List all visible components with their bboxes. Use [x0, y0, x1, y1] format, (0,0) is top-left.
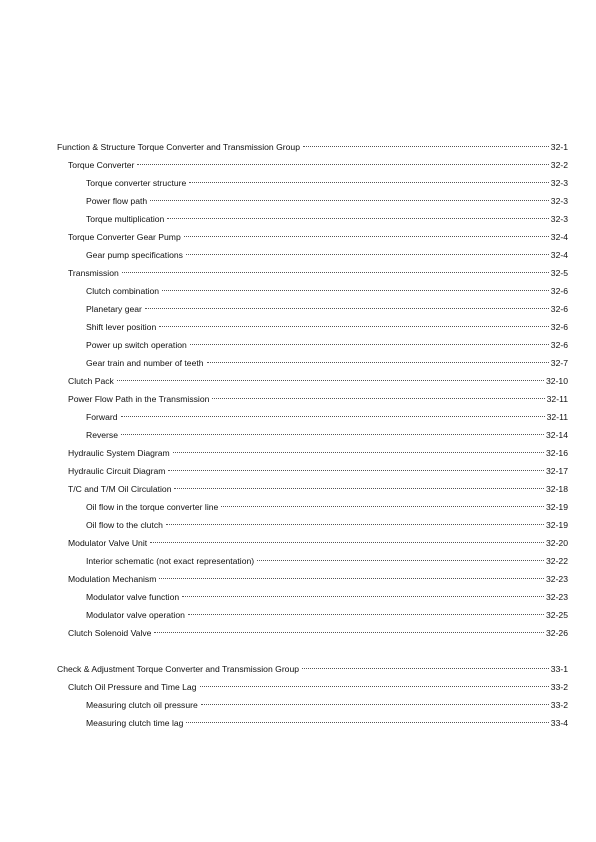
toc-entry-title: Interior schematic (not exact representation) [86, 556, 255, 566]
toc-page-number: 32-22 [546, 556, 568, 566]
toc-subsection-entry[interactable] [57, 606, 568, 624]
dot-leader [182, 596, 544, 597]
toc-entry-title: Oil flow in the torque converter line [86, 502, 219, 512]
toc-page-number: 32-16 [546, 448, 568, 458]
toc-page-number: 32-3 [550, 196, 568, 206]
toc-entry-title: Clutch Solenoid Valve [68, 628, 152, 638]
toc-page-number: 32-1 [550, 142, 568, 152]
toc-subsection-entry[interactable] [57, 300, 568, 318]
toc-page-number: 32-6 [550, 340, 568, 350]
dot-leader [174, 488, 544, 489]
toc-entry-title: Function & Structure Torque Converter and Transmission Group [57, 142, 300, 152]
toc-entry-title: Power up switch operation [86, 340, 187, 350]
toc-section-entry[interactable] [57, 156, 568, 174]
toc-subsection-entry[interactable] [57, 426, 568, 444]
dot-leader [159, 578, 544, 579]
dot-leader [189, 182, 548, 183]
toc-page-number: 32-23 [546, 592, 568, 602]
toc-page-number: 33-1 [550, 664, 568, 674]
toc-subsection-entry[interactable] [57, 714, 568, 732]
toc-page-number: 33-4 [550, 718, 568, 728]
toc-entry-title: Clutch combination [86, 286, 160, 296]
toc-page-number: 32-19 [546, 502, 568, 512]
toc-page-number: 32-17 [546, 466, 568, 476]
toc-entry-title: Measuring clutch time lag [86, 718, 184, 728]
table-of-contents [57, 138, 568, 732]
toc-entry-title: Modulator Valve Unit [68, 538, 148, 548]
toc-subsection-entry[interactable] [57, 552, 568, 570]
toc-page-number: 32-19 [546, 520, 568, 530]
toc-section-entry[interactable] [57, 372, 568, 390]
toc-page-number: 32-3 [550, 178, 568, 188]
dot-leader [303, 146, 549, 147]
dot-leader [150, 200, 549, 201]
toc-subsection-entry[interactable] [57, 246, 568, 264]
toc-chapter-entry[interactable] [57, 138, 568, 156]
toc-page-number: 32-4 [550, 250, 568, 260]
toc-page-number: 32-23 [546, 574, 568, 584]
toc-subsection-entry[interactable] [57, 516, 568, 534]
toc-entry-title: Forward [86, 412, 118, 422]
dot-leader [190, 344, 549, 345]
dot-leader [184, 236, 549, 237]
toc-section-entry[interactable] [57, 534, 568, 552]
toc-page-number: 32-25 [546, 610, 568, 620]
toc-subsection-entry[interactable] [57, 588, 568, 606]
toc-subsection-entry[interactable] [57, 408, 568, 426]
toc-page-number: 32-6 [550, 322, 568, 332]
toc-section-entry[interactable] [57, 480, 568, 498]
toc-entry-title: T/C and T/M Oil Circulation [68, 484, 172, 494]
toc-entry-title: Power Flow Path in the Transmission [68, 394, 210, 404]
toc-subsection-entry[interactable] [57, 192, 568, 210]
dot-leader [201, 704, 549, 705]
toc-chapter-entry[interactable] [57, 660, 568, 678]
toc-subsection-entry[interactable] [57, 210, 568, 228]
toc-entry-title: Transmission [68, 268, 119, 278]
toc-page-number: 33-2 [550, 682, 568, 692]
toc-page-number: 32-6 [550, 304, 568, 314]
toc-subsection-entry[interactable] [57, 498, 568, 516]
dot-leader [200, 686, 549, 687]
dot-leader [186, 722, 548, 723]
toc-entry-title: Modulator valve function [86, 592, 180, 602]
toc-page-number: 32-26 [546, 628, 568, 638]
toc-section-entry[interactable] [57, 624, 568, 642]
toc-subsection-entry[interactable] [57, 354, 568, 372]
toc-entry-title: Clutch Pack [68, 376, 114, 386]
toc-entry-title: Gear train and number of teeth [86, 358, 204, 368]
toc-page-number: 32-4 [550, 232, 568, 242]
dot-leader [154, 632, 544, 633]
toc-page-number: 32-7 [550, 358, 568, 368]
toc-entry-title: Modulator valve operation [86, 610, 185, 620]
dot-leader [145, 308, 549, 309]
dot-leader [166, 524, 544, 525]
toc-section-entry[interactable] [57, 570, 568, 588]
dot-leader [302, 668, 549, 669]
toc-section-entry[interactable] [57, 678, 568, 696]
toc-page-number: 32-5 [550, 268, 568, 278]
dot-leader [121, 434, 544, 435]
toc-page-number: 32-18 [546, 484, 568, 494]
dot-leader [173, 452, 544, 453]
dot-leader [188, 614, 544, 615]
dot-leader [117, 380, 544, 381]
toc-entry-title: Check & Adjustment Torque Converter and Transmission Group [57, 664, 300, 674]
toc-entry-title: Shift lever position [86, 322, 157, 332]
dot-leader [121, 416, 545, 417]
toc-entry-title: Hydraulic System Diagram [68, 448, 170, 458]
dot-leader [221, 506, 544, 507]
toc-entry-title: Torque Converter Gear Pump [68, 232, 181, 242]
section-gap [57, 642, 568, 660]
dot-leader [159, 326, 549, 327]
toc-entry-title: Gear pump specifications [86, 250, 183, 260]
toc-section-entry[interactable] [57, 462, 568, 480]
toc-entry-title: Power flow path [86, 196, 148, 206]
toc-section-entry[interactable] [57, 444, 568, 462]
toc-entry-title: Torque Converter [68, 160, 135, 170]
dot-leader [162, 290, 549, 291]
toc-entry-title: Planetary gear [86, 304, 142, 314]
toc-page-number: 32-11 [546, 412, 568, 422]
dot-leader [257, 560, 544, 561]
toc-page-number: 32-3 [550, 214, 568, 224]
toc-entry-title: Modulation Mechanism [68, 574, 157, 584]
toc-subsection-entry[interactable] [57, 696, 568, 714]
dot-leader [168, 470, 544, 471]
toc-page-number: 32-2 [550, 160, 568, 170]
toc-entry-title: Torque converter structure [86, 178, 187, 188]
toc-section-entry[interactable] [57, 264, 568, 282]
toc-entry-title: Reverse [86, 430, 118, 440]
toc-page-number: 32-10 [546, 376, 568, 386]
dot-leader [137, 164, 548, 165]
toc-page-number: 32-20 [546, 538, 568, 548]
toc-subsection-entry[interactable] [57, 174, 568, 192]
toc-section-entry[interactable] [57, 390, 568, 408]
toc-subsection-entry[interactable] [57, 318, 568, 336]
dot-leader [150, 542, 544, 543]
toc-entry-title: Torque multiplication [86, 214, 165, 224]
dot-leader [122, 272, 549, 273]
dot-leader [212, 398, 544, 399]
toc-subsection-entry[interactable] [57, 282, 568, 300]
toc-entry-title: Clutch Oil Pressure and Time Lag [68, 682, 197, 692]
dot-leader [167, 218, 548, 219]
dot-leader [207, 362, 549, 363]
toc-entry-title: Hydraulic Circuit Diagram [68, 466, 166, 476]
toc-page-number: 33-2 [550, 700, 568, 710]
toc-section-entry[interactable] [57, 228, 568, 246]
toc-page-number: 32-11 [546, 394, 568, 404]
toc-page-number: 32-14 [546, 430, 568, 440]
toc-page-number: 32-6 [550, 286, 568, 296]
toc-subsection-entry[interactable] [57, 336, 568, 354]
toc-entry-title: Measuring clutch oil pressure [86, 700, 198, 710]
dot-leader [186, 254, 549, 255]
toc-entry-title: Oil flow to the clutch [86, 520, 163, 530]
